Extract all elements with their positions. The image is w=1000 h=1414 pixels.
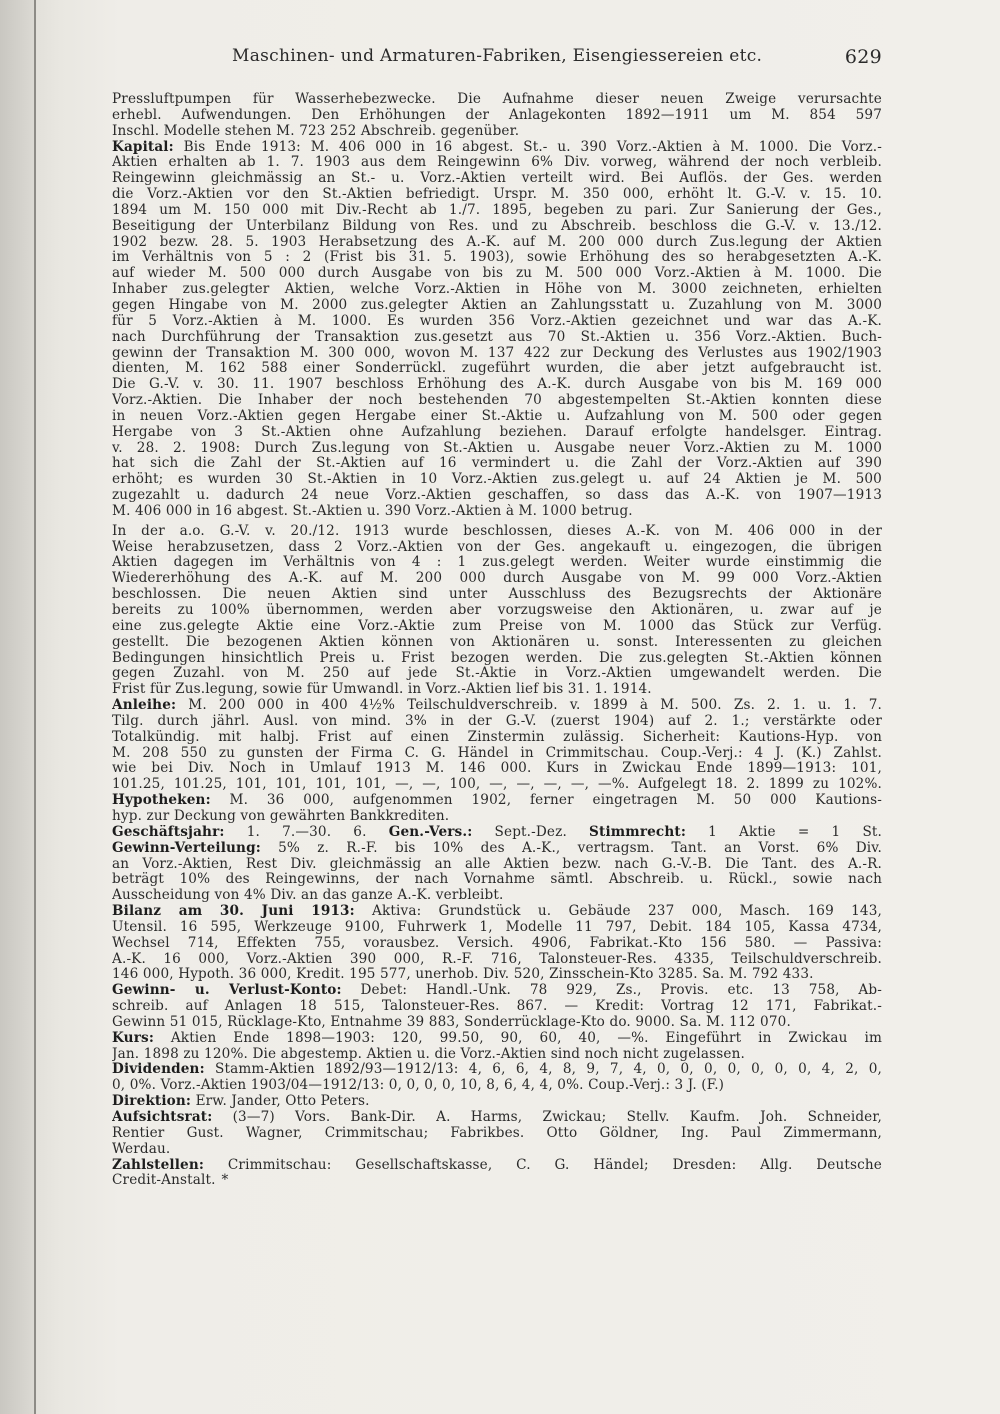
line-text: Debet: Handl.-Unk. 78 929, Zs., Provis. etc. 13 758, Ab- (341, 983, 882, 999)
line-text: gegen Zuzahl. von M. 250 auf jede St.-Aktie in Vorz.-Aktien umgewandelt werden. Die (112, 666, 882, 682)
text-line (112, 698, 882, 714)
line-text: Vorz.-Aktien. Die Inhaber der noch bestehenden 70 abgestempelten St.-Aktien konnten diese (112, 393, 882, 409)
line-text: Hergabe von 3 St.-Aktien ohne Aufzahlung beziehen. Darauf erfolgte handelsger. Eintrag. (112, 424, 882, 440)
body-text (112, 92, 882, 1189)
section-label: Dividenden: (112, 1062, 205, 1078)
text-line (112, 314, 882, 330)
line-text: Pressluftpumpen für Wasserhebezwecke. Die Aufnahme dieser neuen Zweige verursachte (112, 92, 882, 107)
section-label: Bilanz am 30. Juni 1913: (112, 904, 355, 920)
line-text: hyp. zur Deckung von gewährten Bankkrediten. (112, 808, 450, 824)
line-text: 1902 bezw. 28. 5. 1903 Herabsetzung des A.-K. auf M. 200 000 durch Zus.legung der Aktien (112, 234, 882, 250)
text-line (112, 651, 882, 667)
text-line (112, 666, 882, 682)
text-line (112, 872, 882, 888)
line-text: Beseitigung der Unterbilanz Bildung von Res. und zu Abschreib. beschloss die G.-V. v. 13./12. (112, 218, 882, 234)
text-line (112, 809, 882, 825)
text-line (112, 682, 882, 698)
line-text: Aktien dagegen im Verhältnis von 4 : 1 zus.gelegt werden. Weiter wurde einstimmig die (112, 555, 882, 571)
text-line (112, 282, 882, 298)
text-line (112, 841, 882, 857)
section-label: Kapital: (112, 139, 174, 155)
text-line (112, 456, 882, 472)
section-label: Gewinn-Verteilung: (112, 840, 261, 856)
text-line (112, 714, 882, 730)
text-line (112, 635, 882, 651)
section-label: Direktion: (112, 1094, 192, 1110)
page-number: 629 (844, 46, 882, 68)
text-line (112, 361, 882, 377)
text-line (112, 140, 882, 156)
line-text: Inhaber zus.gelegter Aktien, welche Vorz.-Aktien in Höhe von M. 3000 zeichneten, erhielten (112, 282, 882, 298)
line-text: gestellt. Die bezogenen Aktien können von Aktionären u. sonst. Interessenten zu gleichen (112, 634, 882, 650)
line-text: beschlossen. Die neuen Aktien sind unter Ausschluss des Bezugsrechts der Aktionäre (112, 587, 882, 603)
line-text: Weise herabzusetzen, dass 2 Vorz.-Aktien von der Ges. angekauft u. eingezogen, die übrigen (112, 539, 882, 555)
text-line (112, 124, 882, 140)
text-line (112, 746, 882, 762)
text-line (112, 441, 882, 457)
line-text: beträgt 10% des Reingewinns, der nach Vornahme sämtl. Abschreib. u. Rückl., sowie nach (112, 872, 882, 888)
line-text: Die G.-V. v. 30. 11. 1907 beschloss Erhöhung des A.-K. durch Ausgabe von bis M. 169 000 (112, 377, 882, 393)
line-text: 1. 7.—30. 6. (224, 824, 389, 840)
section-label: Zahlstellen: (112, 1157, 205, 1173)
line-text: Ausscheidung von 4% Div. an das ganze A.-K. verbleibt. (112, 888, 504, 904)
line-text: 1 Aktie = 1 St. (686, 824, 882, 840)
text-line (112, 235, 882, 251)
line-text: Werdau. (112, 1141, 171, 1157)
line-text: gewinn der Transaktion M. 300 000, wovon M. 137 422 zur Deckung des Verlustes aus 1902/1903 (112, 345, 882, 361)
line-text: Tilg. durch jährl. Ausl. von mind. 3% in der G.-V. (zuerst 1904) auf 2. 1.; verstärkte oder (112, 713, 882, 729)
text-line (112, 555, 882, 571)
line-text: Wiedererhöhung des A.-K. auf M. 200 000 durch Ausgabe von M. 99 000 Vorz.-Aktien (112, 571, 882, 587)
text-line (112, 266, 882, 282)
line-text: Frist für Zus.legung, sowie für Umwandl. in Vorz.-Aktien lief bis 31. 1. 1914. (112, 682, 652, 698)
line-text: auf wieder M. 500 000 durch Ausgabe von bis zu M. 500 000 Vorz.-Aktien à M. 1000. Die (112, 266, 882, 282)
line-text: erhebl. Aufwendungen. Den Erhöhungen der Anlagekonten 1892—1911 um M. 854 597 (112, 107, 882, 123)
line-text: hat sich die Zahl der St.-Aktien auf 16 vermindert u. die Zahl der Vorz.-Aktien auf 390 (112, 456, 882, 472)
line-text: M. 200 000 in 400 4½% Teilschuldverschreib. v. 1899 à M. 500. Zs. 2. 1. u. 1. 7. (176, 698, 882, 714)
line-text: im Verhältnis von 5 : 2 (Frist bis 31. 5. 1903), sowie Erhöhung des so herabgesetzten A.-K. (112, 250, 882, 266)
section-label: Kurs: (112, 1030, 154, 1046)
text-line (112, 155, 882, 171)
text-line (112, 587, 882, 603)
line-text: dienten, M. 162 588 einer Sonderrückl. zugeführt wurden, die aber jetzt aufgebraucht ist. (112, 361, 882, 377)
line-text: bereits zu 100% übernommen, werden aber vorzugsweise den Aktionären, u. zwar auf je (112, 603, 882, 618)
text-line (112, 1158, 882, 1174)
text-line (112, 171, 882, 187)
line-text: Bedingungen hinsichtlich Preis u. Frist bezogen werden. Die zus.gelegten St.-Aktien können (112, 650, 882, 666)
line-text: Stamm-Aktien 1892/93—1912/13: 4, 6, 6, 4, 8, 9, 7, 4, 0, 0, 0, 0, 0, 0, 0, 4, 2, 0, (204, 1062, 882, 1078)
text-line (112, 904, 882, 920)
line-text: zugezahlt u. dadurch 24 neue Vorz.-Aktien geschaffen, so dass das A.-K. von 1907—1913 (112, 488, 882, 504)
line-text: Bis Ende 1913: M. 406 000 in 16 abgest. St.- u. 390 Vorz.-Aktien à M. 1000. Die Vorz.- (173, 139, 882, 155)
text-line (112, 619, 882, 635)
line-text: in neuen Vorz.-Aktien gegen Hergabe einer St.-Aktie u. Aufzahlung von M. 500 oder gegen (112, 408, 882, 424)
text-line (112, 1126, 882, 1142)
section-label: Geschäftsjahr: (112, 824, 225, 840)
line-text: Inschl. Modelle stehen M. 723 252 Abschreib. gegenüber. (112, 123, 520, 139)
text-line (112, 1142, 882, 1158)
line-text: 101.25, 101.25, 101, 101, 101, 101, —, —, 100, —, —, —, —, —%. Aufgelegt 18. 2. 1899 zu 102%. (112, 777, 882, 793)
line-text: für 5 Vorz.-Aktien à M. 1000. Es wurden 356 Vorz.-Aktien gezeichnet und war das A.-K. (112, 313, 882, 329)
running-header (232, 46, 882, 72)
section-label: Aufsichtsrat: (112, 1110, 213, 1125)
text-line (112, 425, 882, 441)
text-line (112, 1031, 882, 1047)
line-text: Crimmitschau: Gesellschaftskasse, C. G. Händel; Dresden: Allg. Deutsche (204, 1157, 882, 1173)
line-text: 1894 um M. 150 000 mit Div.-Recht ab 1./7. 1895, begeben zu pari. Zur Sanierung der Ges., (112, 202, 882, 218)
text-line (112, 1015, 882, 1031)
line-text: Sept.-Dez. (472, 824, 590, 840)
text-line (112, 967, 882, 983)
line-text: an Vorz.-Aktien, Rest Div. gleichmässig an alle Aktien bezw. nach G.-V.-B. Die Tant. des A.-R. (112, 856, 882, 872)
line-text: Erw. Jander, Otto Peters. (191, 1094, 370, 1110)
text-line (112, 219, 882, 235)
text-line (112, 409, 882, 425)
text-line (112, 857, 882, 873)
line-text: nach Durchführung der Transaktion zus.gesetzt aus 70 St.-Aktien u. 356 Vorz.-Aktien. Buch- (112, 329, 882, 345)
line-text: A.-K. 16 000, Vorz.-Aktien 390 000, R.-F. 716, Talonsteuer-Res. 4335, Teilschuldverschreib. (112, 951, 882, 967)
line-text: 5% z. R.-F. bis 10% des A.-K., vertragsm. Tant. an Vorst. 6% Div. (260, 840, 882, 856)
text-line (112, 377, 882, 393)
line-text: die Vorz.-Aktien vor den St.-Aktien befriedigt. Urspr. M. 350 000, erhöht lt. G.-V. v. 15. 10. (112, 187, 882, 203)
section-label: Gen.-Vers.: (388, 824, 473, 840)
book-gutter (0, 0, 36, 1414)
line-text: eine zus.gelegte Aktie eine Vorz.-Aktie zum Preise von M. 1000 das Stück zur Verfüg. (112, 618, 882, 634)
text-line (112, 1062, 882, 1078)
text-line (112, 346, 882, 362)
line-text: erhöht; es wurden 30 St.-Aktien in 10 Vorz.-Aktien zus.gelegt u. auf 24 Aktien je M. 500 (112, 472, 882, 488)
text-line (112, 1047, 882, 1063)
line-text: In der a.o. G.-V. v. 20./12. 1913 wurde beschlossen, dieses A.-K. von M. 406 000 in der (112, 523, 882, 539)
text-line (112, 603, 882, 619)
text-line (112, 999, 882, 1015)
text-line (112, 571, 882, 587)
line-text: Utensil. 16 595, Werkzeuge 9100, Fuhrwerk 1, Modelle 11 797, Debit. 184 105, Kassa 4734, (112, 919, 882, 935)
text-line (112, 888, 882, 904)
section-label: Hypotheken: (112, 793, 211, 809)
line-text: 0, 0%. Vorz.-Aktien 1903/04—1912/13: 0, 0, 0, 0, 10, 8, 6, 4, 4, 0%. Coup.-Verj.: 3 J. (F.) (112, 1078, 725, 1094)
text-line (112, 761, 882, 777)
line-text: Reingewinn gleichmässig an St.- u. Vorz.-Aktien verteilt wird. Bei Auflös. der Ges. werden (112, 171, 882, 187)
line-text: Credit-Anstalt. (112, 1173, 216, 1189)
line-text: (3—7) Vors. Bank-Dir. A. Harms, Zwickau; Stellv. Kaufm. Joh. Schneider, (212, 1110, 882, 1125)
text-line (112, 203, 882, 219)
text-line (112, 952, 882, 968)
text-line (112, 1173, 882, 1189)
line-text: Aktien erhalten ab 1. 7. 1903 aus dem Reingewinn 6% Div. vorweg, während der noch verbleib. (112, 155, 882, 171)
line-text: M. 406 000 in 16 abgest. St.-Aktien u. 390 Vorz.-Aktien à M. 1000 betrug. (112, 503, 633, 519)
line-text: schreib. auf Anlagen 18 515, Talonsteuer-Res. 867. — Kredit: Vortrag 12 171, Fabrikat.- (112, 999, 882, 1015)
text-line (112, 92, 882, 108)
line-text: 146 000, Hypoth. 36 000, Kredit. 195 577, unerhob. Div. 520, Zinsschein-Kto 3285. Sa. M. 792 433. (112, 967, 814, 983)
line-text: Totalkündig. mit halbj. Frist auf einen Zinstermin zulässig. Sicherheit: Kautions-Hyp. von (112, 729, 882, 745)
text-line (112, 983, 882, 999)
line-text: Aktiva: Grundstück u. Gebäude 237 000, Masch. 169 143, (354, 904, 882, 920)
text-line (112, 250, 882, 266)
text-line (112, 393, 882, 409)
gutter-edge (34, 0, 36, 1414)
text-line (112, 488, 882, 504)
line-text: v. 28. 2. 1908: Durch Zus.legung von St.-Aktien u. Ausgabe neuer Vorz.-Aktien zu M. 1000 (112, 440, 882, 456)
text-line (112, 793, 882, 809)
line-text: Aktien Ende 1898—1903: 120, 99.50, 90, 60, 40, —%. Eingeführt in Zwickau im (153, 1030, 882, 1046)
line-text: wie bei Div. Noch in Umlauf 1913 M. 146 000. Kurs in Zwickau Ende 1899—1913: 101, (112, 761, 882, 777)
header-title: Maschinen- und Armaturen-Fabriken, Eisengiessereien etc. (232, 46, 763, 66)
text-line (112, 524, 882, 540)
text-line (112, 1078, 882, 1094)
line-text: M. 36 000, aufgenommen 1902, ferner eingetragen M. 50 000 Kautions- (210, 793, 882, 809)
text-line (112, 825, 882, 841)
text-line (112, 108, 882, 124)
text-line (112, 330, 882, 346)
text-line (112, 730, 882, 746)
line-text: Rentier Gust. Wagner, Crimmitschau; Fabrikbes. Otto Göldner, Ing. Paul Zimmermann, (112, 1125, 882, 1141)
text-line (112, 540, 882, 556)
text-line (112, 920, 882, 936)
section-label: Anleihe: (112, 698, 177, 714)
footnote-star: * (221, 1173, 229, 1189)
text-line (112, 187, 882, 203)
line-text: M. 208 550 zu gunsten der Firma C. G. Händel in Crimmitschau. Coup.-Verj.: 4 J. (K.) Zahlst. (112, 745, 882, 761)
text-line (112, 777, 882, 793)
text-line (112, 472, 882, 488)
line-text: Jan. 1898 zu 120%. Die abgestemp. Aktien u. die Vorz.-Aktien sind noch nicht zugelassen. (112, 1046, 745, 1062)
section-label: Stimmrecht: (589, 824, 686, 840)
line-text: Wechsel 714, Effekten 755, vorausbez. Versich. 4906, Fabrikat.-Kto 156 580. — Passiva: (112, 935, 882, 951)
text-line (112, 936, 882, 952)
line-text: gegen Hingabe von M. 2000 zus.gelegter Aktien an Zahlungsstatt u. Zuzahlung von M. 3000 (112, 297, 882, 313)
text-line (112, 1110, 882, 1126)
text-line (112, 298, 882, 314)
text-line (112, 1094, 882, 1110)
line-text: Gewinn 51 015, Rücklage-Kto, Entnahme 39 883, Sonderrücklage-Kto do. 9000. Sa. M. 112 070. (112, 1014, 791, 1030)
text-line (112, 504, 882, 520)
section-label: Gewinn- u. Verlust-Konto: (112, 983, 342, 999)
